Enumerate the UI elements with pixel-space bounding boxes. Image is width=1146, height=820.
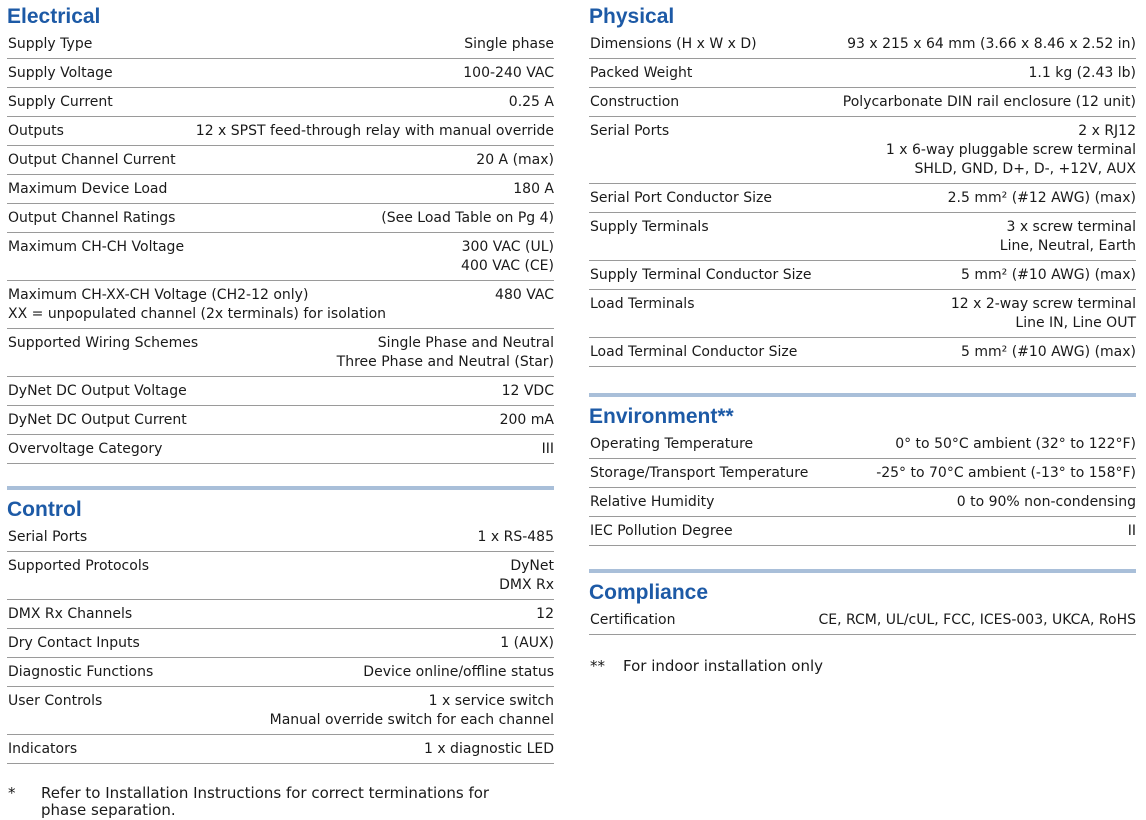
spec-row xyxy=(589,290,1136,338)
spec-row xyxy=(7,175,554,204)
spec-value xyxy=(113,93,554,112)
spec-label xyxy=(589,122,669,179)
spec-label xyxy=(589,435,753,454)
spec-value xyxy=(187,411,554,430)
footnote-mark: ** xyxy=(590,657,605,675)
spec-table-compliance xyxy=(589,606,1136,635)
spec-row xyxy=(7,233,554,281)
spec-label-line: Dimensions (H x W x D) xyxy=(590,36,757,52)
spec-row xyxy=(589,184,1136,213)
spec-value-line: 12 VDC xyxy=(501,383,554,399)
spec-value xyxy=(175,209,554,228)
footnote-line: Refer to Installation Instructions for correct terminations for xyxy=(41,784,490,802)
spec-table-environment xyxy=(589,430,1136,546)
spec-value xyxy=(153,663,554,682)
spec-value xyxy=(808,464,1136,483)
spec-label xyxy=(7,286,386,324)
spec-label xyxy=(7,64,113,83)
spec-value xyxy=(162,440,554,459)
spec-label-line: Overvoltage Category xyxy=(8,441,163,457)
spec-row xyxy=(7,658,554,687)
spec-row xyxy=(589,430,1136,459)
control-section xyxy=(7,486,554,764)
spec-value xyxy=(733,522,1136,541)
spec-label-line: Maximum CH-XX-CH Voltage (CH2-12 only) xyxy=(8,287,309,303)
spec-table-electrical xyxy=(7,30,554,464)
spec-value-line: 93 x 215 x 64 mm (3.66 x 8.46 x 2.52 in) xyxy=(847,36,1136,52)
spec-label-line: Outputs xyxy=(8,123,64,139)
spec-label xyxy=(7,180,167,199)
spec-label xyxy=(589,266,811,285)
spec-value-line: Line IN, Line OUT xyxy=(1015,315,1136,331)
spec-value-line: Single phase xyxy=(464,36,554,52)
spec-value-line: Line, Neutral, Earth xyxy=(999,238,1136,254)
spec-label xyxy=(589,189,772,208)
section-divider-bar xyxy=(7,486,554,490)
spec-row xyxy=(589,88,1136,117)
spec-value-line: 0 to 90% non-condensing xyxy=(956,494,1136,510)
spec-label-line: Load Terminal Conductor Size xyxy=(590,344,798,360)
spec-row xyxy=(589,606,1136,635)
spec-value-line: 5 mm² (#10 AWG) (max) xyxy=(961,267,1136,283)
spec-label-line: Maximum Device Load xyxy=(8,181,168,197)
section-title-environment: Environment** xyxy=(589,405,734,428)
spec-label xyxy=(589,295,695,333)
spec-value-line: 1 (AUX) xyxy=(500,635,554,651)
spec-label-line: Load Terminals xyxy=(590,296,695,312)
spec-value-line: CE, RCM, UL/cUL, FCC, ICES-003, UKCA, RoHS xyxy=(818,612,1136,628)
spec-value xyxy=(679,93,1136,112)
spec-row xyxy=(589,117,1136,184)
spec-label-line: IEC Pollution Degree xyxy=(590,523,733,539)
electrical-section xyxy=(7,0,554,464)
spec-row xyxy=(589,459,1136,488)
spec-label-line: DyNet DC Output Current xyxy=(8,412,187,428)
spec-label xyxy=(7,238,184,276)
spec-label xyxy=(7,740,77,759)
spec-label-line: Dry Contact Inputs xyxy=(8,635,140,651)
spec-value-line: 100-240 VAC xyxy=(463,65,554,81)
spec-row xyxy=(7,117,554,146)
footnote-mark: * xyxy=(8,784,16,802)
footnote-line: For indoor installation only xyxy=(623,657,824,675)
spec-value-line: Manual override switch for each channel xyxy=(269,712,554,728)
spec-value xyxy=(198,334,554,372)
spec-row xyxy=(7,523,554,552)
spec-value-line: 1 x diagnostic LED xyxy=(423,741,554,757)
spec-label-line: Diagnostic Functions xyxy=(8,664,154,680)
physical-section xyxy=(589,0,1136,367)
spec-row xyxy=(7,204,554,233)
spec-value xyxy=(811,266,1136,285)
spec-row xyxy=(7,88,554,117)
spec-row xyxy=(589,517,1136,546)
spec-label-line: Supply Type xyxy=(8,36,93,52)
left-column xyxy=(7,0,554,819)
spec-value xyxy=(797,343,1136,362)
spec-label-line: DMX Rx Channels xyxy=(8,606,133,622)
spec-value-line: III xyxy=(541,441,554,457)
spec-label xyxy=(589,493,714,512)
spec-value-line: 12 x SPST feed-through relay with manual override xyxy=(195,123,554,139)
spec-label xyxy=(7,528,87,547)
spec-label xyxy=(589,218,709,256)
compliance-section xyxy=(589,569,1136,635)
spec-table-control xyxy=(7,523,554,764)
spec-value xyxy=(714,493,1136,512)
spec-value-line: 480 VAC xyxy=(495,287,554,303)
spec-row xyxy=(589,338,1136,367)
spec-value xyxy=(692,64,1136,83)
spec-label xyxy=(589,64,692,83)
spec-row xyxy=(7,281,554,329)
spec-value-line: 0° to 50°C ambient (32° to 122°F) xyxy=(895,436,1136,452)
section-title-control: Control xyxy=(7,498,82,521)
spec-label-line: Supported Wiring Schemes xyxy=(8,335,199,351)
spec-row xyxy=(589,30,1136,59)
spec-value-line: 1 x service switch xyxy=(428,693,554,709)
spec-label xyxy=(7,382,187,401)
spec-label-line: Construction xyxy=(590,94,680,110)
spec-value-line: DyNet xyxy=(510,558,554,574)
spec-label xyxy=(7,605,132,624)
spec-label-line: Storage/Transport Temperature xyxy=(590,465,809,481)
spec-value-line: Three Phase and Neutral (Star) xyxy=(336,354,554,370)
spec-row xyxy=(7,406,554,435)
spec-row xyxy=(7,552,554,600)
footnote-installation xyxy=(7,785,554,819)
spec-value-line: 20 A (max) xyxy=(476,152,554,168)
spec-label-line: Output Channel Current xyxy=(8,152,176,168)
spec-label-line: Supply Voltage xyxy=(8,65,113,81)
footnote-line: phase separation. xyxy=(41,801,176,819)
footnote-text xyxy=(623,658,1136,675)
spec-label xyxy=(7,122,64,141)
spec-row xyxy=(7,146,554,175)
spec-value xyxy=(757,35,1136,54)
spec-label-line: Supply Terminal Conductor Size xyxy=(590,267,812,283)
spec-value-line: 1 x 6-way pluggable screw terminal xyxy=(885,142,1136,158)
spec-value-line: 180 A xyxy=(513,181,554,197)
spec-label xyxy=(589,35,757,54)
section-divider-bar xyxy=(589,569,1136,573)
spec-value-line: 200 mA xyxy=(499,412,554,428)
spec-value-line: SHLD, GND, D+, D-, +12V, AUX xyxy=(914,161,1136,177)
footnote-text xyxy=(41,785,554,819)
spec-value xyxy=(140,634,554,653)
spec-label xyxy=(7,557,149,595)
spec-value xyxy=(772,189,1136,208)
spec-label xyxy=(7,93,113,112)
spec-value xyxy=(102,692,554,730)
spec-value xyxy=(176,151,554,170)
spec-row xyxy=(589,213,1136,261)
spec-value-line: DMX Rx xyxy=(499,577,554,593)
spec-label xyxy=(7,35,92,54)
spec-value-line: 300 VAC (UL) xyxy=(461,239,554,255)
spec-label-line: Supply Current xyxy=(8,94,113,110)
spec-value-line: 12 x 2-way screw terminal xyxy=(950,296,1136,312)
spec-value xyxy=(184,238,554,276)
spec-value xyxy=(669,122,1136,179)
spec-table-physical xyxy=(589,30,1136,367)
spec-label-line: XX = unpopulated channel (2x terminals) for isolation xyxy=(8,306,387,322)
spec-value xyxy=(77,740,554,759)
spec-label xyxy=(7,334,198,372)
spec-label-line: Packed Weight xyxy=(590,65,693,81)
section-title-compliance: Compliance xyxy=(589,581,709,604)
environment-section xyxy=(589,393,1136,546)
spec-value xyxy=(132,605,554,624)
spec-value xyxy=(113,64,554,83)
right-column xyxy=(589,0,1136,675)
spec-label xyxy=(7,209,175,228)
spec-label xyxy=(589,611,675,630)
spec-label-line: Indicators xyxy=(8,741,78,757)
spec-label xyxy=(7,440,162,459)
spec-value-line: 3 x screw terminal xyxy=(1006,219,1136,235)
spec-label xyxy=(7,692,102,730)
spec-value xyxy=(187,382,554,401)
spec-value-line: 2 x RJ12 xyxy=(1078,123,1136,139)
spec-label-line: Serial Ports xyxy=(8,529,88,545)
spec-value-line: 5 mm² (#10 AWG) (max) xyxy=(961,344,1136,360)
spec-value xyxy=(386,286,554,324)
spec-value xyxy=(753,435,1136,454)
spec-label xyxy=(589,343,797,362)
spec-row xyxy=(7,687,554,735)
spec-row xyxy=(589,488,1136,517)
spec-label-line: Supported Protocols xyxy=(8,558,150,574)
section-title-physical: Physical xyxy=(589,5,675,28)
spec-label-line: Certification xyxy=(590,612,676,628)
spec-label-line: Maximum CH-CH Voltage xyxy=(8,239,185,255)
spec-row xyxy=(7,600,554,629)
spec-value xyxy=(149,557,554,595)
spec-row xyxy=(7,377,554,406)
spec-row xyxy=(7,735,554,764)
spec-value-line: 400 VAC (CE) xyxy=(461,258,554,274)
spec-row xyxy=(7,30,554,59)
spec-label xyxy=(589,522,733,541)
spec-value xyxy=(709,218,1136,256)
spec-row xyxy=(7,329,554,377)
spec-value-line: 1.1 kg (2.43 lb) xyxy=(1028,65,1136,81)
spec-value xyxy=(87,528,554,547)
spec-label xyxy=(589,93,679,112)
spec-label xyxy=(7,411,187,430)
spec-value-line: 2.5 mm² (#12 AWG) (max) xyxy=(947,190,1136,206)
spec-label xyxy=(7,634,140,653)
spec-value-line: Device online/offline status xyxy=(363,664,554,680)
spec-label-line: User Controls xyxy=(8,693,103,709)
section-divider-bar xyxy=(589,393,1136,397)
spec-row xyxy=(7,59,554,88)
spec-row xyxy=(7,629,554,658)
spec-value-line: 1 x RS-485 xyxy=(477,529,554,545)
footnote-indoor xyxy=(589,658,1136,675)
spec-value-line: Polycarbonate DIN rail enclosure (12 unit) xyxy=(842,94,1136,110)
spec-value-line: 12 xyxy=(536,606,554,622)
spec-value-line: Single Phase and Neutral xyxy=(377,335,554,351)
spec-label-line: Operating Temperature xyxy=(590,436,754,452)
spec-value-line: 0.25 A xyxy=(508,94,554,110)
spec-value xyxy=(92,35,554,54)
spec-label-line: Output Channel Ratings xyxy=(8,210,176,226)
section-title-electrical: Electrical xyxy=(7,5,101,28)
spec-row xyxy=(589,59,1136,88)
spec-value-line: (See Load Table on Pg 4) xyxy=(381,210,554,226)
spec-label-line: Serial Ports xyxy=(590,123,670,139)
spec-label xyxy=(589,464,808,483)
spec-value xyxy=(695,295,1137,333)
spec-value xyxy=(64,122,554,141)
spec-row xyxy=(589,261,1136,290)
spec-label-line: DyNet DC Output Voltage xyxy=(8,383,187,399)
spec-label-line: Serial Port Conductor Size xyxy=(590,190,772,206)
spec-value xyxy=(167,180,554,199)
spec-label-line: Relative Humidity xyxy=(590,494,715,510)
spec-label xyxy=(7,151,176,170)
spec-value-line: -25° to 70°C ambient (-13° to 158°F) xyxy=(876,465,1136,481)
spec-value xyxy=(675,611,1136,630)
spec-value-line: II xyxy=(1127,523,1136,539)
spec-label-line: Supply Terminals xyxy=(590,219,709,235)
spec-row xyxy=(7,435,554,464)
spec-label xyxy=(7,663,153,682)
